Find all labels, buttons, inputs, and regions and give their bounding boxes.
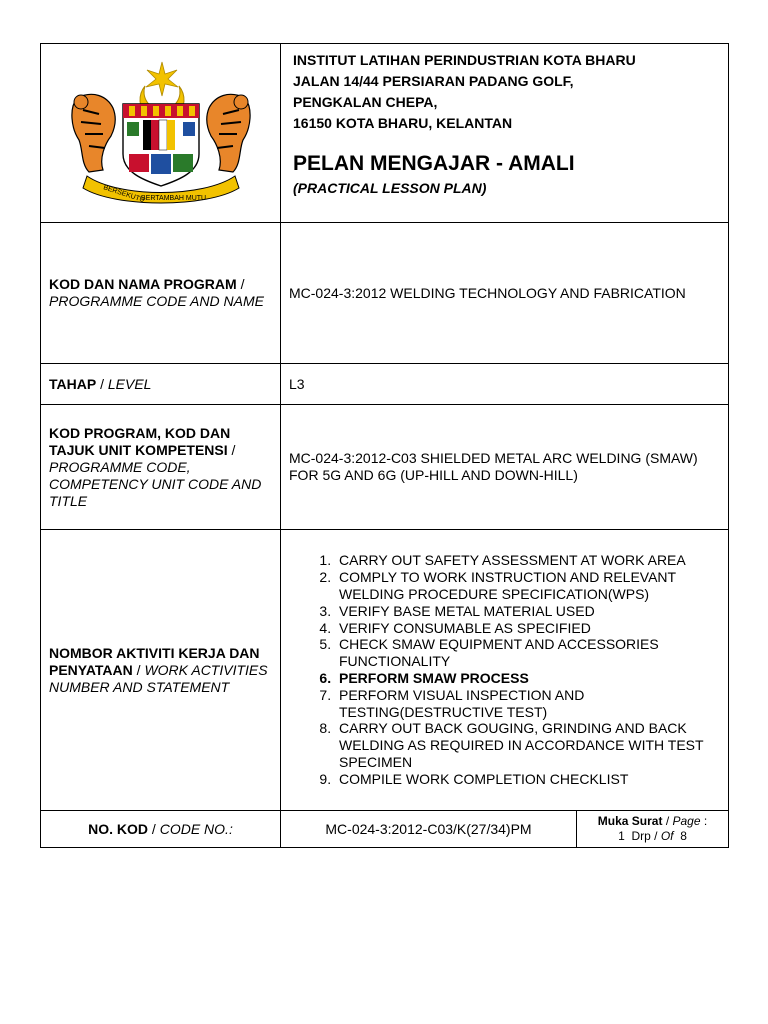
competency-label-italic: PROGRAMME CODE, COMPETENCY UNIT CODE AND TITLE (49, 458, 262, 509)
page-label-colon: : (700, 814, 708, 828)
header-row (41, 44, 729, 223)
activities-row (41, 530, 729, 811)
page-info (577, 811, 729, 848)
program-row (41, 223, 729, 364)
code-label-sep: / (148, 821, 160, 837)
level-label-bold: TAHAP (49, 375, 97, 392)
logo-cell (41, 44, 281, 223)
level-row (41, 364, 729, 405)
level-label (41, 364, 281, 405)
logo-motto-bottom: BERTAMBAH MUTU (140, 195, 206, 202)
competency-label-bold: KOD PROGRAM, KOD DAN TAJUK UNIT KOMPETENSI (49, 424, 231, 458)
institute-name: INSTITUT LATIHAN PERINDUSTRIAN KOTA BHARU (293, 52, 636, 68)
page-current: 1 (618, 829, 625, 843)
code-label-italic: CODE NO.: (159, 821, 233, 837)
page-numbers: 1 Drp / Of 8 (618, 829, 687, 843)
program-label-italic: PROGRAMME CODE AND NAME (49, 293, 264, 309)
activity-item: 1. CARRY OUT SAFETY ASSESSMENT AT WORK AREA (335, 552, 720, 569)
code-label (41, 811, 281, 848)
competency-label-sep: / (227, 441, 236, 458)
coat-of-arms-logo (59, 58, 263, 208)
activities-list (289, 552, 720, 787)
address-line-1: JALAN 14/44 PERSIARAN PADANG GOLF, (293, 73, 574, 89)
competency-label (41, 405, 281, 530)
level-label-sep: / (96, 375, 108, 392)
footer-row (41, 811, 729, 848)
code-label-bold: NO. KOD (88, 821, 149, 837)
activities-label-italic: WORK ACTIVITIES NUMBER AND STATEMENT (49, 661, 268, 695)
program-label (41, 223, 281, 364)
level-label-italic: LEVEL (107, 375, 152, 392)
address-line-2: PENGKALAN CHEPA, (293, 94, 438, 110)
activity-item: 4. VERIFY CONSUMABLE AS SPECIFIED (335, 620, 720, 637)
program-label-bold: KOD DAN NAMA PROGRAM (49, 276, 237, 292)
page-label (581, 814, 724, 829)
program-value: MC-024-3:2012 WELDING TECHNOLOGY AND FABRICATION (281, 223, 729, 364)
level-value: L3 (281, 364, 729, 405)
activity-item: 7. PERFORM VISUAL INSPECTION AND TESTING(DESTRUCTIVE TEST) (335, 687, 720, 721)
competency-value: MC-024-3:2012-C03 SHIELDED METAL ARC WELDING (SMAW) FOR 5G AND 6G (UP-HILL AND DOWN-HILL) (281, 405, 729, 530)
activity-item: 8. CARRY OUT BACK GOUGING, GRINDING AND BACK WELDING AS REQUIRED IN ACCORDANCE WITH TEST SPECIMEN (335, 720, 720, 770)
institute-header (281, 44, 729, 223)
activity-item: 3. VERIFY BASE METAL MATERIAL USED (335, 603, 720, 620)
activity-item: 5. CHECK SMAW EQUIPMENT AND ACCESSORIES FUNCTIONALITY (335, 636, 720, 670)
activities-list-cell (281, 530, 729, 811)
activities-label-sep: / (132, 661, 145, 678)
program-label-sep: / (236, 276, 245, 292)
document-title: PELAN MENGAJAR - AMALI (293, 152, 575, 175)
page-label-italic: Page (672, 814, 701, 828)
page-drp: Drp (631, 829, 651, 843)
address-line-3: 16150 KOTA BHARU, KELANTAN (293, 115, 513, 131)
page-total: 8 (680, 829, 687, 843)
document-subtitle: (PRACTICAL LESSON PLAN) (293, 180, 487, 196)
activities-label (41, 530, 281, 811)
page-label-sep: / (662, 814, 673, 828)
logo-motto-left: BERSEKUTU (101, 184, 145, 205)
lesson-plan-sheet (40, 43, 728, 848)
code-value: MC-024-3:2012-C03/K(27/34)PM (281, 811, 577, 848)
activity-item: 9. COMPILE WORK COMPLETION CHECKLIST (335, 771, 720, 788)
activities-label-bold: NOMBOR AKTIVITI KERJA DAN PENYATAAN (49, 644, 260, 678)
page-of: Of (660, 829, 674, 843)
page-label-bold: Muka Surat (597, 814, 663, 828)
lesson-plan-table (40, 43, 729, 848)
competency-row (41, 405, 729, 530)
activity-item: 2. COMPLY TO WORK INSTRUCTION AND RELEVANT WELDING PROCEDURE SPECIFICATION(WPS) (335, 569, 720, 603)
activity-item-current: 6. PERFORM SMAW PROCESS (335, 670, 720, 687)
